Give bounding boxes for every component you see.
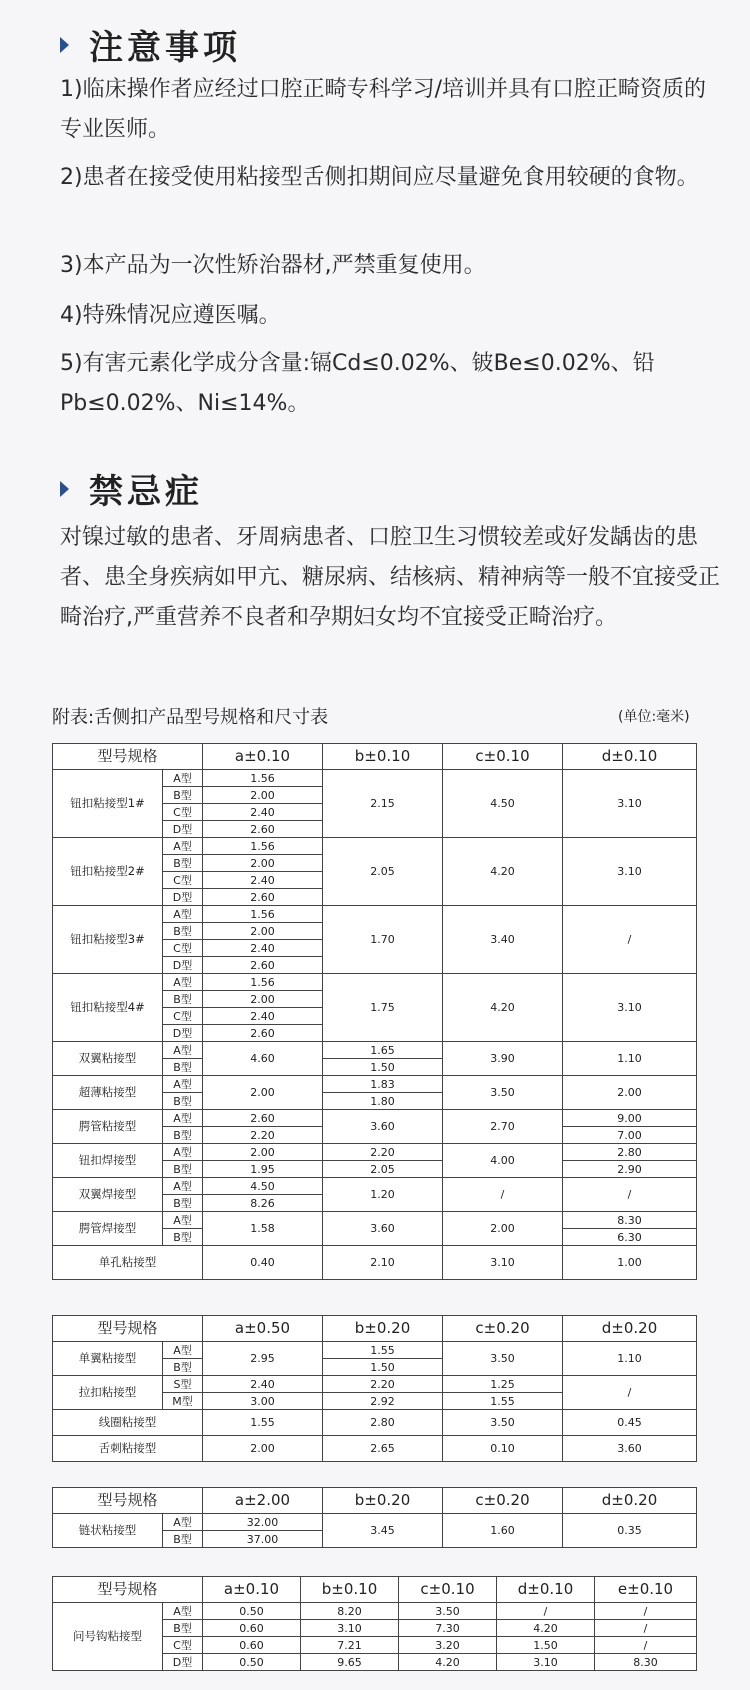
value-cell: 37.00 [203,1531,323,1548]
sub-type: A型 [163,1212,203,1229]
value-cell: 2.10 [323,1246,443,1280]
table-header: d±0.20 [563,1488,697,1514]
model-name: 单翼粘接型 [53,1342,163,1376]
model-name: 钮扣粘接型3# [53,906,163,974]
value-cell: 1.56 [203,770,323,787]
value-cell: 0.50 [203,1654,301,1671]
model-name: 钮扣粘接型4# [53,974,163,1042]
value-cell: 0.40 [203,1246,323,1280]
sub-type: D型 [163,957,203,974]
table-header: b±0.10 [323,744,443,770]
sub-type: B型 [163,1229,203,1246]
sub-type: A型 [163,1514,203,1531]
value-cell: 2.00 [203,855,323,872]
value-cell: 3.50 [399,1603,497,1620]
notes-heading-text: 注意事项 [89,28,241,68]
value-cell: 8.30 [563,1212,697,1229]
value-cell: 2.60 [203,957,323,974]
sub-type: A型 [163,906,203,923]
note-item-3: 3)本产品为一次性矫治器材,严禁重复使用。 [60,253,486,278]
value-cell: 1.56 [203,974,323,991]
table-header: c±0.20 [443,1316,563,1342]
sub-type: C型 [163,872,203,889]
value-cell: 1.55 [443,1393,563,1410]
value-cell: 3.10 [443,1246,563,1280]
value-cell: 3.00 [203,1393,323,1410]
value-cell: 8.20 [301,1603,399,1620]
sub-type: A型 [163,1603,203,1620]
value-cell: 3.10 [563,974,697,1042]
value-cell: 4.00 [443,1144,563,1178]
value-cell: 1.56 [203,906,323,923]
value-cell: 3.60 [323,1212,443,1246]
value-cell: 2.00 [563,1076,697,1110]
value-cell: 2.92 [323,1393,443,1410]
value-cell: 0.45 [563,1410,697,1436]
value-cell: 1.10 [563,1042,697,1076]
sub-type: S型 [163,1376,203,1393]
sub-type: B型 [163,1093,203,1110]
sub-type: A型 [163,1042,203,1059]
value-cell: / [563,1178,697,1212]
value-cell: 2.00 [203,787,323,804]
value-cell: 2.15 [323,770,443,838]
value-cell: 3.50 [443,1076,563,1110]
model-name: 钮扣粘接型1# [53,770,163,838]
model-name: 腭管粘接型 [53,1110,163,1144]
value-cell: 9.00 [563,1110,697,1127]
value-cell: 7.21 [301,1637,399,1654]
sub-type: A型 [163,770,203,787]
sub-type: B型 [163,991,203,1008]
value-cell: 3.60 [563,1436,697,1462]
sub-type: A型 [163,838,203,855]
value-cell: / [497,1603,595,1620]
spec-table-4 [52,1576,697,1671]
value-cell: 3.45 [323,1514,443,1548]
value-cell: / [443,1178,563,1212]
value-cell: 1.65 [323,1042,443,1059]
value-cell: 4.20 [497,1620,595,1637]
value-cell: 1.75 [323,974,443,1042]
value-cell: 0.10 [443,1436,563,1462]
value-cell: 2.00 [203,923,323,940]
value-cell: / [595,1620,697,1637]
value-cell: 1.25 [443,1376,563,1393]
value-cell: 1.10 [563,1342,697,1376]
value-cell: 2.65 [323,1436,443,1462]
value-cell: 2.20 [203,1127,323,1144]
value-cell: 1.20 [323,1178,443,1212]
value-cell: 2.40 [203,804,323,821]
value-cell: 0.60 [203,1637,301,1654]
value-cell: 4.20 [443,838,563,906]
value-cell: 6.30 [563,1229,697,1246]
sub-type: D型 [163,889,203,906]
table-header: a±0.10 [203,1577,301,1603]
value-cell: 1.95 [203,1161,323,1178]
value-cell: 7.30 [399,1620,497,1637]
value-cell: 1.58 [203,1212,323,1246]
sub-type: A型 [163,1342,203,1359]
value-cell: 2.60 [203,821,323,838]
table-header: e±0.10 [595,1577,697,1603]
value-cell: 2.00 [203,1076,323,1110]
sub-type: C型 [163,1008,203,1025]
notes-heading [60,20,241,69]
value-cell: 1.60 [443,1514,563,1548]
sub-type: D型 [163,1025,203,1042]
value-cell: / [563,906,697,974]
value-cell: 2.70 [443,1110,563,1144]
contra-heading [60,464,203,513]
table-header: d±0.20 [563,1316,697,1342]
sub-type: B型 [163,1059,203,1076]
value-cell: 3.90 [443,1042,563,1076]
value-cell: 4.50 [203,1178,323,1195]
table-header: a±2.00 [203,1488,323,1514]
value-cell: 0.35 [563,1514,697,1548]
model-name: 双翼焊接型 [53,1178,163,1212]
note-item-2: 2)患者在接受使用粘接型舌侧扣期间应尽量避免食用较硬的食物。 [60,165,699,190]
value-cell: 3.10 [301,1620,399,1637]
table-header: b±0.20 [323,1488,443,1514]
value-cell: 2.00 [443,1212,563,1246]
value-cell: 2.80 [563,1144,697,1161]
value-cell: 2.20 [323,1376,443,1393]
sub-type: B型 [163,1359,203,1376]
value-cell: 1.83 [323,1076,443,1093]
sub-type: B型 [163,923,203,940]
value-cell: 3.50 [443,1410,563,1436]
value-cell: 2.05 [323,838,443,906]
value-cell: 8.26 [203,1195,323,1212]
value-cell: / [595,1637,697,1654]
model-name: 腭管焊接型 [53,1212,163,1246]
value-cell: / [563,1376,697,1410]
value-cell: 0.60 [203,1620,301,1637]
value-cell: 3.40 [443,906,563,974]
table-header: 型号规格 [53,1577,203,1603]
model-name: 链状粘接型 [53,1514,163,1548]
table-header: c±0.20 [443,1488,563,1514]
value-cell: 2.00 [203,1436,323,1462]
value-cell: 2.60 [203,1025,323,1042]
sub-type: B型 [163,1531,203,1548]
value-cell: 2.40 [203,1376,323,1393]
value-cell: 32.00 [203,1514,323,1531]
value-cell: 2.40 [203,1008,323,1025]
model-name: 线圈粘接型 [53,1410,203,1436]
note-item-1: 1)临床操作者应经过口腔正畸专科学习/培训并具有口腔正畸资质的专业医师。 [60,77,706,142]
sub-type: A型 [163,974,203,991]
sub-type: B型 [163,855,203,872]
value-cell: 4.20 [443,974,563,1042]
value-cell: 2.00 [203,1144,323,1161]
table-header: c±0.10 [399,1577,497,1603]
table-header: a±0.50 [203,1316,323,1342]
sub-type: C型 [163,804,203,821]
contra-text: 对镍过敏的患者、牙周病患者、口腔卫生习惯较差或好发龋齿的患者、患全身疾病如甲亢、糖尿病、结核病、精神病等一般不宜接受正畸治疗,严重营养不良者和孕期妇女均不宜接受正畸治疗。 [60,525,721,630]
sub-type: A型 [163,1076,203,1093]
value-cell: 2.90 [563,1161,697,1178]
value-cell: 2.60 [203,889,323,906]
value-cell: 1.50 [323,1059,443,1076]
value-cell: 3.10 [563,770,697,838]
table-header: c±0.10 [443,744,563,770]
sub-type: A型 [163,1178,203,1195]
value-cell: 0.50 [203,1603,301,1620]
model-name: 单孔粘接型 [53,1246,203,1280]
sub-type: D型 [163,821,203,838]
sub-type: A型 [163,1110,203,1127]
model-name: 双翼粘接型 [53,1042,163,1076]
value-cell: 9.65 [301,1654,399,1671]
value-cell: 3.60 [323,1110,443,1144]
value-cell: 1.56 [203,838,323,855]
table-header: d±0.10 [563,744,697,770]
table-header: a±0.10 [203,744,323,770]
value-cell: 2.80 [323,1410,443,1436]
sub-type: M型 [163,1393,203,1410]
value-cell: 2.95 [203,1342,323,1376]
value-cell: 1.50 [497,1637,595,1654]
value-cell: 3.10 [563,838,697,906]
table-header: 型号规格 [53,1488,203,1514]
value-cell: / [595,1603,697,1620]
model-name: 问号钩粘接型 [53,1603,163,1671]
value-cell: 4.50 [443,770,563,838]
table-header: d±0.10 [497,1577,595,1603]
value-cell: 1.80 [323,1093,443,1110]
sub-type: D型 [163,1654,203,1671]
value-cell: 7.00 [563,1127,697,1144]
table-header: 型号规格 [53,1316,203,1342]
value-cell: 2.05 [323,1161,443,1178]
spec-table-2 [52,1315,697,1462]
value-cell: 1.55 [203,1410,323,1436]
sub-type: C型 [163,940,203,957]
value-cell: 1.55 [323,1342,443,1359]
sub-type: B型 [163,1620,203,1637]
value-cell: 4.20 [399,1654,497,1671]
contra-heading-text: 禁忌症 [89,472,203,512]
value-cell: 2.60 [203,1110,323,1127]
sub-type: B型 [163,1127,203,1144]
value-cell: 2.20 [323,1144,443,1161]
spec-table-3 [52,1487,697,1548]
value-cell: 1.70 [323,906,443,974]
model-name: 拉扣粘接型 [53,1376,163,1410]
triangle-bullet-icon [60,37,69,53]
model-name: 钮扣粘接型2# [53,838,163,906]
spec-table-1 [52,743,697,1280]
note-item-5: 5)有害元素化学成分含量:镉Cd≤0.02%、铍Be≤0.02%、铅Pb≤0.02%、Ni≤14%。 [60,351,655,416]
value-cell: 4.60 [203,1042,323,1076]
sub-type: A型 [163,1144,203,1161]
value-cell: 1.00 [563,1246,697,1280]
value-cell: 1.50 [323,1359,443,1376]
value-cell: 3.50 [443,1342,563,1376]
triangle-bullet-icon [60,481,69,497]
table-header: b±0.10 [301,1577,399,1603]
sub-type: C型 [163,1637,203,1654]
value-cell: 8.30 [595,1654,697,1671]
value-cell: 3.10 [497,1654,595,1671]
model-name: 舌刺粘接型 [53,1436,203,1462]
model-name: 超薄粘接型 [53,1076,163,1110]
sub-type: B型 [163,1161,203,1178]
value-cell: 3.20 [399,1637,497,1654]
appendix-title: 附表:舌侧扣产品型号规格和尺寸表 [52,707,329,728]
value-cell: 2.40 [203,940,323,957]
appendix-unit: (单位:毫米) [618,709,690,725]
sub-type: B型 [163,1195,203,1212]
value-cell: 2.00 [203,991,323,1008]
value-cell: 2.40 [203,872,323,889]
sub-type: B型 [163,787,203,804]
table-header: b±0.20 [323,1316,443,1342]
note-item-4: 4)特殊情况应遵医嘱。 [60,303,281,328]
model-name: 钮扣焊接型 [53,1144,163,1178]
table-header: 型号规格 [53,744,203,770]
